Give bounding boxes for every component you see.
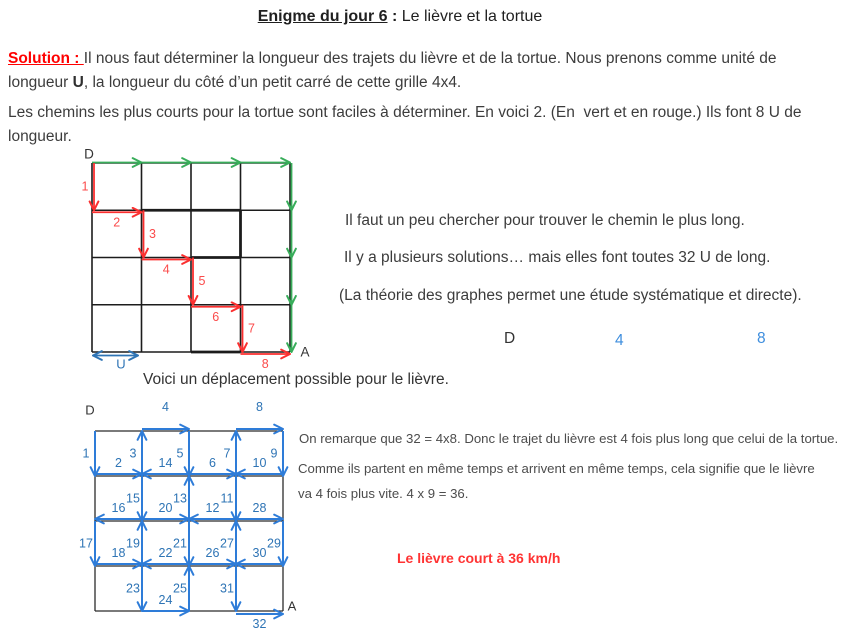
tortoise-grid-diagram xyxy=(60,140,322,382)
segment-label-3: 3 xyxy=(129,446,137,461)
segment-label-26: 26 xyxy=(205,546,220,560)
segment-label-8: 8 xyxy=(256,400,263,414)
side-text2-line3: va 4 fois plus vite. 4 x 9 = 36. xyxy=(298,486,469,501)
hare-grid-diagram xyxy=(70,393,315,629)
segment-label-13: 13 xyxy=(173,491,187,506)
solution-label: Solution : xyxy=(8,50,84,67)
diagram-label-U: U xyxy=(116,356,126,372)
segment-label-9: 9 xyxy=(270,446,278,461)
title-separator: : xyxy=(387,8,402,25)
side-text2-line2: Comme ils partent en même temps et arrivent en même temps, cela signifie que le lièvre xyxy=(298,461,815,476)
solution-text-2a: longueur xyxy=(8,74,73,91)
segment-label-21: 21 xyxy=(173,536,187,551)
side-text1-line2: Il y a plusieurs solutions… mais elles font toutes 32 U de long. xyxy=(344,249,771,266)
side-text2-line1: On remarque que 32 = 4x8. Donc le trajet du lièvre est 4 fois plus long que celui de la tortue. xyxy=(299,431,839,446)
segment-label-6: 6 xyxy=(209,456,216,470)
segment-label-4: 4 xyxy=(162,262,170,277)
segment-label-2: 2 xyxy=(113,215,121,230)
segment-label-14: 14 xyxy=(158,456,173,470)
page-title xyxy=(0,8,800,26)
diagram-label-A: A xyxy=(300,344,310,360)
diagram-label-D: D xyxy=(85,402,95,418)
side-text1-line1: Il faut un peu chercher pour trouver le chemin le plus long. xyxy=(345,212,745,229)
diagram-label-D: D xyxy=(84,146,94,162)
segment-label-30: 30 xyxy=(252,546,267,560)
paragraph2-line-1: Les chemins les plus courts pour la tortue sont faciles à déterminer. En voici 2. (En vert et en rouge.) Ils font 8 U de xyxy=(8,104,802,121)
segment-label-31: 31 xyxy=(220,581,234,596)
segment-label-27: 27 xyxy=(220,536,234,551)
stray-label-d: D xyxy=(504,330,516,347)
hare-caption: Voici un déplacement possible pour le lièvre. xyxy=(143,371,449,388)
segment-label-8: 8 xyxy=(261,357,269,371)
segment-label-2: 2 xyxy=(115,456,122,470)
segment-label-1: 1 xyxy=(82,446,90,461)
stray-label-8: 8 xyxy=(757,330,766,347)
solution-text-2b: , la longueur du côté d’un petit carré de cette grille 4x4. xyxy=(83,74,462,91)
conclusion-text: Le lièvre court à 36 km/h xyxy=(397,550,561,566)
segment-label-7: 7 xyxy=(223,446,231,461)
segment-label-20: 20 xyxy=(158,501,173,515)
segment-label-7: 7 xyxy=(248,321,255,336)
segment-label-29: 29 xyxy=(267,536,281,551)
segment-label-1: 1 xyxy=(81,179,89,194)
segment-label-18: 18 xyxy=(111,546,126,560)
solution-line-2 xyxy=(8,71,777,95)
segment-label-22: 22 xyxy=(158,546,173,560)
segment-label-16: 16 xyxy=(111,501,126,515)
side-text1-line3: (La théorie des graphes permet une étude systématique et directe). xyxy=(339,287,802,304)
segment-label-19: 19 xyxy=(126,536,140,551)
segment-label-10: 10 xyxy=(252,456,267,470)
segment-label-32: 32 xyxy=(252,617,267,629)
solution-paragraph xyxy=(8,47,777,95)
segment-label-11: 11 xyxy=(220,491,234,506)
diagram-label-A: A xyxy=(287,598,297,614)
unit-letter: U xyxy=(72,74,84,91)
title-subject: Le lièvre et la tortue xyxy=(401,8,543,25)
segment-label-5: 5 xyxy=(176,446,184,461)
segment-label-4: 4 xyxy=(162,400,169,414)
segment-label-6: 6 xyxy=(212,309,220,324)
segment-label-3: 3 xyxy=(149,226,156,241)
segment-label-28: 28 xyxy=(252,501,267,515)
title-enigme: Enigme du jour 6 xyxy=(257,8,388,25)
segment-label-23: 23 xyxy=(126,581,140,596)
segment-label-5: 5 xyxy=(198,274,206,289)
solution-line-1 xyxy=(8,47,777,71)
segment-label-17: 17 xyxy=(79,536,93,551)
segment-label-15: 15 xyxy=(126,491,140,506)
solution-text-1: Il nous faut déterminer la longueur des trajets du lièvre et de la tortue. Nous prenons comme unité de xyxy=(83,50,777,67)
stray-label-4: 4 xyxy=(615,332,624,349)
segment-label-12: 12 xyxy=(205,501,220,515)
paragraph2-line-2: longueur. xyxy=(8,128,72,145)
segment-label-24: 24 xyxy=(158,593,173,607)
segment-label-25: 25 xyxy=(173,581,187,596)
